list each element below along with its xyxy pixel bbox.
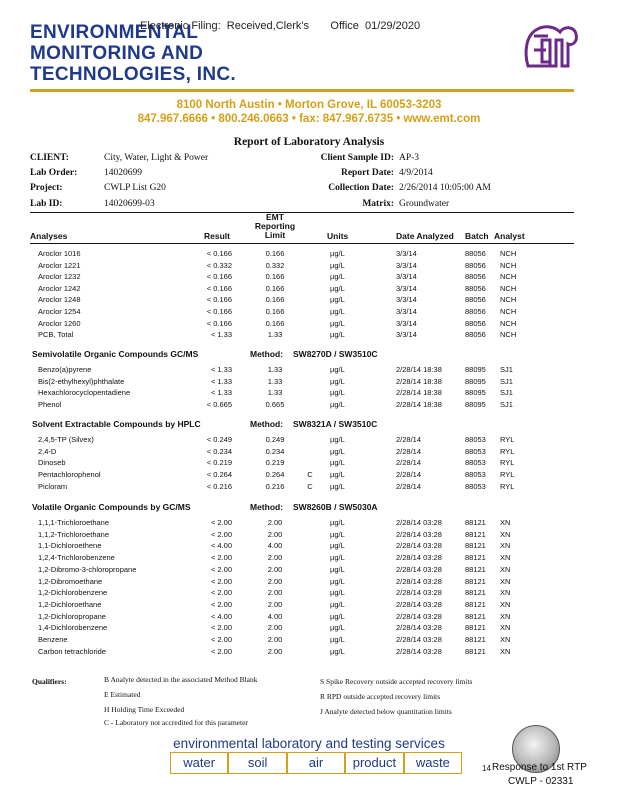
table-row [0,470,618,482]
cell-batch: 88121 [465,588,486,598]
cell-result: < 0.332 [206,260,232,270]
cell-analyst: RYL [500,435,515,444]
cell-date: 3/3/14 [396,318,417,328]
cell-batch: 88121 [465,529,486,539]
cell-date: 2/28/14 03:28 [396,646,442,656]
section-title: Volatile Organic Compounds by GC/MS [32,502,191,512]
cell-units: µg/L [330,272,345,282]
service-waste: waste [415,755,450,770]
cell-result: < 1.33 [210,330,232,340]
cell-name: 2,4-D [38,446,57,456]
table-row [0,588,618,600]
cell-batch: 88056 [465,260,486,270]
cell-rl: 2.00 [267,635,283,644]
col-analyst: Analyst [494,231,525,241]
lab-id-value: 14020699-03 [104,199,155,209]
cell-batch: 88121 [465,553,486,563]
cell-rl: 0.264 [265,470,285,480]
cell-batch: 88121 [465,541,486,551]
table-row [0,377,618,389]
table-row [0,458,618,470]
cell-batch: 88056 [465,318,486,328]
cell-analyst: XN [500,553,511,563]
cell-units: µg/L [330,435,345,444]
cell-batch: 88056 [465,330,486,340]
cell-name: 1,1-Dichloroethene [38,541,102,551]
cell-date: 3/3/14 [396,272,417,282]
client-label: CLIENT: [30,153,69,163]
cell-analyst: RYL [500,481,515,491]
cell-units: µg/L [330,635,345,644]
collection-date-label: Collection Date: [328,183,394,193]
cell-batch: 88056 [465,272,486,282]
cell-batch: 88121 [465,576,486,586]
cell-name: PCB, Total [38,330,74,340]
section-title: Semivolatile Organic Compounds GC/MS [32,349,199,359]
table-row [0,272,618,284]
emt-logo-icon [520,22,580,74]
cell-result: < 2.00 [210,635,232,644]
table-header-rule [30,243,574,244]
cell-name: 1,4-Dichlorobenzene [38,623,108,633]
cell-analyst: NCH [500,283,517,293]
cell-name: Aroclor 1016 [38,249,81,258]
cell-batch: 88053 [465,446,486,456]
cell-name: Bis(2-ethylhexyl)phthalate [38,376,125,386]
cell-name: Hexachlorocyclopentadiene [38,388,131,398]
cell-analyst: RYL [500,470,515,480]
cell-units: µg/L [330,588,345,598]
method-value: SW8321A / SW3510C [293,419,378,429]
qualifier-j: J Analyte detected below quantitation limits [320,707,452,716]
col-batch: Batch [465,231,489,241]
cell-date: 3/3/14 [396,295,417,305]
cell-batch: 88121 [465,623,486,633]
sample-id-label: Client Sample ID: [320,153,394,163]
lab-order-label: Lab Order: [30,168,78,178]
cell-analyst: NCH [500,318,517,328]
cell-result: < 2.00 [210,588,232,598]
cell-rl: 0.166 [265,283,285,293]
table-row [0,518,618,530]
cell-date: 2/28/14 03:28 [396,623,442,633]
cell-date: 2/28/14 03:28 [396,564,442,574]
cell-units: µg/L [330,611,345,621]
cell-result: < 1.33 [210,376,232,386]
cell-analyst: RYL [500,446,515,456]
cell-batch: 88121 [465,599,486,609]
table-row [0,600,618,612]
table-row [0,623,618,635]
table-row [0,249,618,261]
cell-rl: 0.166 [265,249,285,258]
cell-batch: 88121 [465,646,486,656]
address-line: 8100 North Austin • Morton Grove, IL 60053-3203 [176,99,442,111]
cell-units: µg/L [330,529,345,539]
cell-units: µg/L [330,400,345,410]
col-units: Units [327,231,349,241]
method-label: Method: [250,419,284,429]
cell-result: < 0.166 [206,318,232,328]
cell-result: < 2.00 [210,529,232,539]
cell-batch: 88121 [465,611,486,621]
table-row [0,447,618,459]
cell-rl: 2.00 [267,623,283,633]
cell-result: < 0.216 [206,481,232,491]
table-row [0,577,618,589]
table-row [0,482,618,494]
cell-date: 2/28/14 18:38 [396,376,442,386]
cell-analyst: XN [500,518,511,527]
lab-order-value: 14020699 [104,168,142,178]
cell-result: < 0.234 [206,446,232,456]
table-row [0,261,618,273]
cell-rl: 2.00 [267,529,283,539]
lab-id-label: Lab ID: [30,199,63,209]
cell-name: 2,4,5-TP (Silvex) [38,435,94,444]
cell-name: 1,2,4-Trichlorobenzene [38,553,115,563]
cell-rl: 2.00 [267,553,283,563]
cell-units: µg/L [330,646,345,656]
service-water: water [171,753,229,773]
letterhead-divider [30,89,574,92]
cell-date: 2/28/14 03:28 [396,611,442,621]
cell-date: 2/28/14 [396,435,422,444]
table-row [0,612,618,624]
cell-date: 2/28/14 18:38 [396,365,442,374]
cell-analyst: NCH [500,330,517,340]
cell-units: µg/L [330,388,345,398]
cell-name: Aroclor 1242 [38,283,81,293]
cell-batch: 88056 [465,295,486,305]
cell-batch: 88095 [465,376,486,386]
cell-batch: 88121 [465,635,486,644]
cell-result: < 2.00 [210,646,232,656]
cell-analyst: XN [500,564,511,574]
company-name: ENVIRONMENTAL MONITORING AND TECHNOLOGIES, INC. [30,22,236,85]
cell-rl: 0.166 [265,272,285,282]
cell-date: 2/28/14 [396,446,422,456]
cell-units: µg/L [330,365,345,374]
services-bar [170,752,462,774]
document-id: CWLP - 02331 [508,776,574,787]
table-row [0,400,618,412]
collection-date-value: 2/26/2014 10:05:00 AM [399,183,491,193]
cell-name: 1,2-Dichloropropane [38,611,106,621]
cell-date: 2/28/14 18:38 [396,388,442,398]
cell-name: 1,2-Dibromo-3-chloropropane [38,564,137,574]
cell-rl: 0.166 [265,295,285,305]
cell-date: 2/28/14 [396,470,422,480]
cell-rl: 0.665 [265,400,285,410]
cell-q: C [307,481,313,491]
cell-name: Aroclor 1254 [38,307,81,316]
cell-rl: 0.234 [265,446,285,456]
table-row [0,565,618,577]
cell-name: Benzo(a)pyrene [38,365,92,374]
report-date-label: Report Date: [340,168,394,178]
cell-date: 2/28/14 03:28 [396,588,442,598]
cell-analyst: NCH [500,260,517,270]
service-product: product [346,753,404,773]
table-row [0,553,618,565]
project-value: CWLP List G20 [104,183,166,193]
cell-rl: 2.00 [267,518,283,527]
cell-rl: 0.249 [265,435,285,444]
cell-result: < 2.00 [210,623,232,633]
cell-date: 2/28/14 03:28 [396,635,442,644]
cell-result: < 0.264 [206,470,232,480]
cell-analyst: SJ1 [500,365,513,374]
cell-units: µg/L [330,376,345,386]
cell-result: < 0.219 [206,458,232,468]
cell-date: 2/28/14 [396,458,422,468]
project-label: Project: [30,183,63,193]
table-row [0,530,618,542]
cell-date: 2/28/14 03:28 [396,518,442,527]
cell-date: 2/28/14 03:28 [396,541,442,551]
cell-name: Aroclor 1248 [38,295,81,305]
cell-result: < 0.166 [206,249,232,258]
cell-batch: 88095 [465,400,486,410]
cell-analyst: NCH [500,295,517,305]
cell-rl: 4.00 [267,541,283,551]
cell-analyst: NCH [500,249,517,258]
cell-date: 2/28/14 [396,481,422,491]
sample-id-value: AP-3 [399,153,420,163]
cell-units: µg/L [330,623,345,633]
qualifier-h: H Holding Time Exceeded [104,705,185,714]
cell-rl: 2.00 [267,646,283,656]
cell-batch: 88095 [465,365,486,374]
table-row [0,647,618,659]
table-row [0,319,618,331]
cell-result: < 2.00 [210,564,232,574]
cell-rl: 2.00 [267,599,283,609]
cell-result: < 2.00 [210,518,232,527]
qualifier-e: E Estimated [104,690,141,699]
cell-rl: 0.219 [265,458,285,468]
cell-date: 2/28/14 18:38 [396,400,442,410]
cell-rl: 2.00 [267,564,283,574]
cell-units: µg/L [330,283,345,293]
method-label: Method: [250,349,284,359]
table-row [0,295,618,307]
table-row [0,435,618,447]
table-row [0,541,618,553]
cell-units: µg/L [330,295,345,305]
cell-date: 2/28/14 03:28 [396,553,442,563]
cell-date: 3/3/14 [396,283,417,293]
cell-date: 2/28/14 03:28 [396,529,442,539]
cell-batch: 88056 [465,307,486,316]
cell-rl: 1.33 [267,330,283,340]
report-date-value: 4/9/2014 [399,168,433,178]
cell-analyst: NCH [500,272,517,282]
cell-units: µg/L [330,330,345,340]
cell-name: 1,2-Dichlorobenzene [38,588,108,598]
cell-result: < 0.166 [206,307,232,316]
method-value: SW8270D / SW3510C [293,349,378,359]
cell-result: < 2.00 [210,576,232,586]
cell-result: < 0.665 [206,400,232,410]
cell-name: 1,2-Dibromoethane [38,576,103,586]
cell-rl: 1.33 [267,388,283,398]
cell-analyst: XN [500,623,511,633]
cell-name: Aroclor 1232 [38,272,81,282]
matrix-value: Groundwater [399,199,450,209]
col-date-analyzed: Date Analyzed [396,231,454,241]
cell-analyst: XN [500,588,511,598]
cell-analyst: XN [500,646,511,656]
footer-tagline: environmental laboratory and testing services [173,736,445,751]
cell-analyst: XN [500,529,511,539]
table-row [0,284,618,296]
cell-analyst: SJ1 [500,400,513,410]
client-value: City, Water, Light & Power [104,153,209,163]
cell-analyst: XN [500,541,511,551]
cell-result: < 4.00 [210,541,232,551]
method-value: SW8260B / SW5030A [293,502,378,512]
cell-batch: 88053 [465,458,486,468]
cell-units: µg/L [330,481,345,491]
col-result: Result [204,231,230,241]
cell-result: < 0.166 [206,272,232,282]
cell-units: µg/L [330,576,345,586]
table-row [0,388,618,400]
cell-rl: 0.166 [265,318,285,328]
cell-date: 3/3/14 [396,249,417,258]
contact-line: 847.967.6666 • 800.246.0663 • fax: 847.967.6735 • www.emt.com [137,113,481,125]
cell-name: Aroclor 1260 [38,318,81,328]
cell-name: Picloram [38,481,68,491]
cell-date: 2/28/14 03:28 [396,599,442,609]
cell-units: µg/L [330,318,345,328]
cell-result: < 1.33 [210,388,232,398]
cell-name: Pentachlorophenol [38,470,101,480]
cell-rl: 2.00 [267,576,283,586]
cell-rl: 1.33 [267,376,283,386]
cell-result: < 1.33 [210,365,232,374]
cell-date: 3/3/14 [396,307,417,316]
cell-units: µg/L [330,564,345,574]
cell-name: Carbon tetrachloride [38,646,106,656]
cell-units: µg/L [330,553,345,563]
table-row [0,365,618,377]
cell-q: C [307,470,313,480]
cell-analyst: SJ1 [500,376,513,386]
cell-units: µg/L [330,599,345,609]
cell-units: µg/L [330,260,345,270]
cell-units: µg/L [330,470,345,480]
section-title: Solvent Extractable Compounds by HPLC [32,419,201,429]
cell-name: Benzene [38,635,68,644]
cell-batch: 88121 [465,564,486,574]
cell-batch: 88053 [465,481,486,491]
cell-analyst: XN [500,611,511,621]
cell-rl: 0.216 [265,481,285,491]
cell-units: µg/L [330,249,345,258]
filing-stamp: Electronic Filing: Received,Clerk's Office 01/29/2020 [140,20,421,32]
cell-analyst: RYL [500,458,515,468]
service-air: air [288,753,346,773]
cell-analyst: NCH [500,307,517,316]
cell-analyst: XN [500,635,511,644]
cell-name: 1,1,1-Trichloroethane [38,518,110,527]
cell-batch: 88053 [465,435,486,444]
cell-result: < 0.249 [206,435,232,444]
cell-rl: 0.332 [265,260,285,270]
cell-name: Aroclor 1221 [38,260,81,270]
col-analyses: Analyses [30,231,68,241]
report-title: Report of Laboratory Analysis [233,136,385,148]
cell-units: µg/L [330,518,345,527]
qualifier-s: S Spike Recovery outside accepted recovery limits [320,677,473,686]
cell-result: < 4.00 [210,611,232,621]
cell-rl: 2.00 [267,588,283,598]
table-row [0,307,618,319]
cell-result: < 2.00 [210,599,232,609]
cell-name: Phenol [38,400,62,410]
cell-analyst: XN [500,599,511,609]
cell-name: 1,1,2-Trichloroethane [38,529,110,539]
cell-units: µg/L [330,458,345,468]
method-label: Method: [250,502,284,512]
cell-analyst: XN [500,576,511,586]
cell-batch: 88056 [465,249,486,258]
table-row [0,635,618,647]
service-soil: soil [229,753,287,773]
qualifier-c: C - Laboratory not accredited for this parameter [104,718,248,727]
cell-date: 3/3/14 [396,330,417,340]
cell-units: µg/L [330,446,345,456]
cell-analyst: SJ1 [500,388,513,398]
table-row [0,330,618,342]
cell-rl: 4.00 [267,611,283,621]
cell-units: µg/L [330,307,345,316]
cell-batch: 88053 [465,470,486,480]
cell-date: 2/28/14 03:28 [396,576,442,586]
cell-batch: 88095 [465,388,486,398]
cell-name: Dinoseb [38,458,66,468]
matrix-label: Matrix: [362,199,394,209]
page-number: 14 [482,764,491,773]
qualifier-r: R RPD outside accepted recovery limits [320,692,441,701]
cell-result: < 0.166 [206,283,232,293]
response-label: Response to 1st RTP [492,762,587,773]
cell-units: µg/L [330,541,345,551]
cell-rl: 0.166 [265,307,285,316]
cell-batch: 88056 [465,283,486,293]
cell-name: 1,2-Dichloroethane [38,599,102,609]
cell-rl: 1.33 [267,365,283,374]
cell-date: 3/3/14 [396,260,417,270]
qualifiers-label: Qualifiers: [32,677,67,686]
cell-batch: 88121 [465,518,486,527]
qualifier-b: B Analyte detected in the associated Method Blank [104,675,258,684]
cell-result: < 2.00 [210,553,232,563]
cell-result: < 0.166 [206,295,232,305]
col-reporting-limit: EMT Reporting Limit [254,212,296,240]
